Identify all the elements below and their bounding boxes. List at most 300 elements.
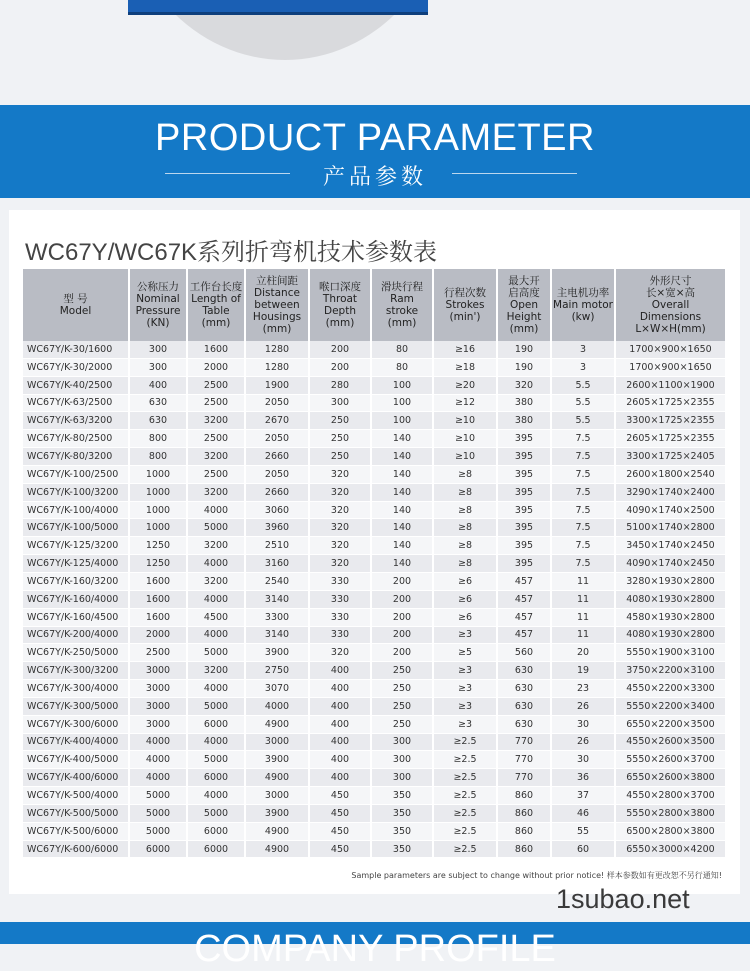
table-cell: 300	[371, 751, 433, 769]
table-cell: ≥8	[433, 501, 497, 519]
table-cell: 400	[309, 715, 371, 733]
table-cell: 5550×2600×3700	[615, 751, 725, 769]
column-header-line: Strokes	[445, 299, 485, 311]
table-cell: WC67Y/K-63/2500	[23, 394, 129, 412]
table-cell: ≥3	[433, 626, 497, 644]
table-cell: 2600×1800×2540	[615, 465, 725, 483]
table-cell: ≥6	[433, 608, 497, 626]
table-cell: 860	[497, 822, 551, 840]
table-cell: 140	[371, 430, 433, 448]
next-section-header	[0, 922, 750, 970]
table-row	[23, 465, 725, 483]
table-cell: 4000	[129, 751, 187, 769]
column-header-line: 喉口深度	[319, 281, 361, 293]
table-cell: WC67Y/K-125/4000	[23, 555, 129, 573]
table-row	[23, 358, 725, 376]
column-header-line: Dimensions	[639, 311, 702, 323]
table-cell: ≥18	[433, 358, 497, 376]
table-cell: WC67Y/K-160/4500	[23, 608, 129, 626]
table-cell: 3000	[129, 662, 187, 680]
table-cell: 250	[371, 662, 433, 680]
table-cell: 190	[497, 358, 551, 376]
table-cell: 11	[551, 572, 615, 590]
table-cell: 5.5	[551, 412, 615, 430]
table-cell: 3	[551, 358, 615, 376]
table-cell: 4000	[187, 733, 245, 751]
table-cell: 6000	[129, 840, 187, 858]
table-title: WC67Y/WC67K系列折弯机技术参数表	[25, 239, 438, 266]
table-cell: 2600×1100×1900	[615, 376, 725, 394]
table-cell: ≥6	[433, 572, 497, 590]
table-cell: 3300×1725×2355	[615, 412, 725, 430]
table-row	[23, 519, 725, 537]
column-header-line: 最大开	[508, 275, 540, 287]
table-row	[23, 572, 725, 590]
table-cell: ≥10	[433, 448, 497, 466]
table-cell: ≥2.5	[433, 751, 497, 769]
table-cell: 320	[497, 376, 551, 394]
table-cell: 800	[129, 430, 187, 448]
table-cell: 5000	[129, 787, 187, 805]
table-cell: 3200	[187, 412, 245, 430]
table-cell: 457	[497, 626, 551, 644]
table-header-row	[23, 269, 725, 341]
table-cell: 5000	[187, 697, 245, 715]
table-cell: WC67Y/K-100/2500	[23, 465, 129, 483]
table-cell: 4000	[187, 626, 245, 644]
column-header-line: (mm)	[387, 317, 417, 329]
table-cell: 3200	[187, 448, 245, 466]
table-cell: ≥5	[433, 644, 497, 662]
table-cell: 395	[497, 483, 551, 501]
table-cell: 140	[371, 537, 433, 555]
column-header-line: Overall	[651, 299, 690, 311]
table-cell: 200	[309, 341, 371, 358]
table-cell: WC67Y/K-300/3200	[23, 662, 129, 680]
table-cell: 5000	[187, 804, 245, 822]
column-header-line: Table	[202, 305, 230, 317]
column-header	[551, 269, 615, 341]
table-cell: 450	[309, 804, 371, 822]
table-cell: 330	[309, 572, 371, 590]
table-cell: 140	[371, 448, 433, 466]
table-cell: 2605×1725×2355	[615, 430, 725, 448]
table-cell: 395	[497, 430, 551, 448]
section-title: PRODUCT PARAMETER	[155, 117, 595, 159]
column-header-line: Distance	[254, 287, 300, 299]
table-cell: ≥2.5	[433, 769, 497, 787]
table-cell: 5550×2800×3800	[615, 804, 725, 822]
table-row	[23, 697, 725, 715]
table-cell: 4900	[245, 822, 309, 840]
column-header	[245, 269, 309, 341]
table-cell: 5000	[129, 804, 187, 822]
table-cell: 6000	[187, 822, 245, 840]
table-cell: 320	[309, 537, 371, 555]
divider-right	[452, 173, 577, 174]
column-header	[187, 269, 245, 341]
table-row	[23, 662, 725, 680]
table-cell: 4550×2600×3500	[615, 733, 725, 751]
table-cell: 3000	[129, 680, 187, 698]
table-cell: WC67Y/K-160/3200	[23, 572, 129, 590]
table-cell: 457	[497, 608, 551, 626]
table-cell: 280	[309, 376, 371, 394]
table-cell: 4090×1740×2450	[615, 555, 725, 573]
column-header-line: 公称压力	[137, 281, 179, 293]
table-cell: 250	[371, 715, 433, 733]
table-cell: 2500	[187, 394, 245, 412]
table-cell: 2500	[187, 376, 245, 394]
table-cell: 2050	[245, 430, 309, 448]
table-cell: 3200	[187, 572, 245, 590]
table-cell: 450	[309, 822, 371, 840]
table-row	[23, 537, 725, 555]
table-cell: 320	[309, 555, 371, 573]
table-row	[23, 448, 725, 466]
table-cell: 395	[497, 465, 551, 483]
table-cell: ≥2.5	[433, 804, 497, 822]
table-cell: 6550×3000×4200	[615, 840, 725, 858]
table-cell: WC67Y/K-500/6000	[23, 822, 129, 840]
column-header-line: Depth	[324, 305, 356, 317]
table-cell: 7.5	[551, 430, 615, 448]
table-cell: 140	[371, 519, 433, 537]
table-cell: 37	[551, 787, 615, 805]
table-cell: 400	[309, 680, 371, 698]
column-header-line: between	[254, 299, 300, 311]
table-cell: 7.5	[551, 483, 615, 501]
table-cell: 5000	[187, 644, 245, 662]
parameter-table	[23, 269, 725, 858]
table-cell: 5.5	[551, 394, 615, 412]
table-cell: ≥2.5	[433, 840, 497, 858]
table-cell: 2540	[245, 572, 309, 590]
table-cell: 3140	[245, 590, 309, 608]
table-cell: 55	[551, 822, 615, 840]
table-cell: 860	[497, 840, 551, 858]
table-cell: 3200	[187, 537, 245, 555]
table-cell: 4900	[245, 769, 309, 787]
table-cell: 5.5	[551, 376, 615, 394]
table-cell: 457	[497, 572, 551, 590]
table-row	[23, 769, 725, 787]
table-cell: 250	[371, 680, 433, 698]
disclaimer-note: Sample parameters are subject to change without prior notice! 样本参数如有更改恕不另行通知!	[351, 871, 722, 880]
table-cell: 3300×1725×2405	[615, 448, 725, 466]
table-cell: 4550×2200×3300	[615, 680, 725, 698]
table-cell: ≥12	[433, 394, 497, 412]
table-cell: 2660	[245, 483, 309, 501]
column-header-line: Open	[509, 299, 539, 311]
column-header-line: 长×宽×高	[645, 287, 696, 299]
table-cell: WC67Y/K-63/3200	[23, 412, 129, 430]
machine-photo-detail	[128, 0, 428, 15]
table-cell: 630	[129, 412, 187, 430]
table-cell: 2000	[129, 626, 187, 644]
table-cell: 560	[497, 644, 551, 662]
table-cell: 330	[309, 590, 371, 608]
table-cell: ≥8	[433, 483, 497, 501]
table-cell: WC67Y/K-500/5000	[23, 804, 129, 822]
table-cell: WC67Y/K-30/2000	[23, 358, 129, 376]
table-cell: 770	[497, 769, 551, 787]
table-cell: 300	[129, 358, 187, 376]
table-cell: 200	[371, 626, 433, 644]
table-cell: 6000	[187, 769, 245, 787]
table-cell: 330	[309, 626, 371, 644]
table-cell: ≥10	[433, 412, 497, 430]
table-cell: 2750	[245, 662, 309, 680]
table-cell: WC67Y/K-40/2500	[23, 376, 129, 394]
column-header-line: 滑块行程	[381, 281, 423, 293]
column-header-line: Housings	[252, 311, 302, 323]
table-cell: 3900	[245, 751, 309, 769]
table-cell: 6550×2200×3500	[615, 715, 725, 733]
column-header-line: Model	[59, 305, 92, 317]
table-cell: 2000	[187, 358, 245, 376]
table-cell: 200	[371, 608, 433, 626]
table-cell: WC67Y/K-400/6000	[23, 769, 129, 787]
table-cell: 4550×2800×3700	[615, 787, 725, 805]
table-cell: 3300	[245, 608, 309, 626]
table-row	[23, 680, 725, 698]
column-header	[129, 269, 187, 341]
column-header-line: (min')	[449, 311, 481, 323]
table-cell: 3960	[245, 519, 309, 537]
table-cell: 80	[371, 358, 433, 376]
table-cell: 2660	[245, 448, 309, 466]
table-cell: 4500	[187, 608, 245, 626]
table-cell: 2050	[245, 394, 309, 412]
table-cell: 6000	[187, 840, 245, 858]
column-header	[497, 269, 551, 341]
table-cell: 2500	[187, 430, 245, 448]
table-cell: 3000	[129, 697, 187, 715]
table-cell: 3070	[245, 680, 309, 698]
table-cell: WC67Y/K-400/4000	[23, 733, 129, 751]
table-cell: 395	[497, 537, 551, 555]
table-row	[23, 412, 725, 430]
table-row	[23, 501, 725, 519]
table-cell: 60	[551, 840, 615, 858]
table-cell: WC67Y/K-300/4000	[23, 680, 129, 698]
table-cell: 1000	[129, 519, 187, 537]
table-cell: 395	[497, 555, 551, 573]
table-cell: 450	[309, 787, 371, 805]
table-cell: 630	[129, 394, 187, 412]
table-cell: 3450×1740×2450	[615, 537, 725, 555]
table-cell: 3	[551, 341, 615, 358]
table-cell: 1000	[129, 483, 187, 501]
table-row	[23, 608, 725, 626]
table-cell: 200	[371, 572, 433, 590]
table-cell: 3160	[245, 555, 309, 573]
column-header-line: Pressure	[135, 305, 181, 317]
table-cell: ≥8	[433, 555, 497, 573]
table-cell: ≥8	[433, 537, 497, 555]
table-cell: 190	[497, 341, 551, 358]
table-cell: 350	[371, 840, 433, 858]
table-cell: 200	[371, 644, 433, 662]
table-cell: 630	[497, 715, 551, 733]
table-cell: 3900	[245, 804, 309, 822]
table-row	[23, 590, 725, 608]
table-cell: 320	[309, 501, 371, 519]
table-row	[23, 341, 725, 358]
table-cell: WC67Y/K-80/2500	[23, 430, 129, 448]
table-cell: 770	[497, 733, 551, 751]
table-cell: 3200	[187, 483, 245, 501]
table-cell: 250	[309, 412, 371, 430]
table-cell: 3140	[245, 626, 309, 644]
column-header-line: Length of	[191, 293, 241, 305]
table-cell: 770	[497, 751, 551, 769]
table-row	[23, 644, 725, 662]
table-cell: 300	[371, 769, 433, 787]
table-cell: 100	[371, 376, 433, 394]
table-cell: 4080×1930×2800	[615, 626, 725, 644]
table-cell: 1700×900×1650	[615, 341, 725, 358]
table-cell: 5550×1900×3100	[615, 644, 725, 662]
column-header-line: Main motor	[553, 299, 613, 311]
table-cell: 5000	[187, 751, 245, 769]
table-row	[23, 715, 725, 733]
table-cell: ≥3	[433, 697, 497, 715]
table-cell: WC67Y/K-250/5000	[23, 644, 129, 662]
table-cell: 1250	[129, 555, 187, 573]
table-cell: 1600	[187, 341, 245, 358]
table-row	[23, 626, 725, 644]
table-cell: 3000	[129, 715, 187, 733]
column-header-line: (kw)	[571, 311, 595, 323]
product-photo-area	[0, 0, 750, 105]
table-cell: 1280	[245, 358, 309, 376]
table-cell: WC67Y/K-100/4000	[23, 501, 129, 519]
column-header-line: (mm)	[509, 323, 539, 335]
table-cell: 1900	[245, 376, 309, 394]
table-cell: ≥6	[433, 590, 497, 608]
table-cell: 350	[371, 787, 433, 805]
table-cell: 4000	[187, 590, 245, 608]
table-cell: 4000	[187, 501, 245, 519]
column-header-line: L×W×H(mm)	[635, 323, 706, 335]
table-cell: 26	[551, 733, 615, 751]
table-cell: 7.5	[551, 537, 615, 555]
table-row	[23, 430, 725, 448]
column-header	[433, 269, 497, 341]
table-cell: WC67Y/K-100/3200	[23, 483, 129, 501]
table-cell: 19	[551, 662, 615, 680]
column-header-line: 外形尺寸	[649, 275, 692, 287]
table-cell: ≥20	[433, 376, 497, 394]
table-cell: WC67Y/K-125/3200	[23, 537, 129, 555]
table-cell: 350	[371, 822, 433, 840]
table-cell: 1000	[129, 465, 187, 483]
table-cell: 140	[371, 555, 433, 573]
table-cell: 320	[309, 519, 371, 537]
column-header	[23, 269, 129, 341]
table-cell: 100	[371, 394, 433, 412]
column-header-line: 行程次数	[444, 287, 486, 299]
table-cell: 30	[551, 715, 615, 733]
parameter-card	[9, 210, 740, 894]
table-row	[23, 555, 725, 573]
table-cell: 2510	[245, 537, 309, 555]
table-cell: 7.5	[551, 501, 615, 519]
table-cell: 4000	[245, 697, 309, 715]
table-cell: 630	[497, 680, 551, 698]
table-cell: 400	[129, 376, 187, 394]
table-cell: 400	[309, 733, 371, 751]
table-row	[23, 376, 725, 394]
table-cell: 26	[551, 697, 615, 715]
table-cell: ≥8	[433, 519, 497, 537]
column-header-line: (KN)	[146, 317, 170, 329]
table-cell: 6500×2800×3800	[615, 822, 725, 840]
table-cell: 300	[129, 341, 187, 358]
column-header-line: (mm)	[201, 317, 231, 329]
table-row	[23, 840, 725, 858]
table-cell: 1250	[129, 537, 187, 555]
table-cell: 5000	[187, 519, 245, 537]
table-cell: 1280	[245, 341, 309, 358]
table-row	[23, 751, 725, 769]
table-cell: ≥3	[433, 715, 497, 733]
table-cell: ≥2.5	[433, 733, 497, 751]
table-row	[23, 733, 725, 751]
table-cell: ≥3	[433, 662, 497, 680]
column-header-line: 工作台长度	[189, 281, 243, 293]
table-cell: 5100×1740×2800	[615, 519, 725, 537]
table-cell: WC67Y/K-100/5000	[23, 519, 129, 537]
table-cell: 36	[551, 769, 615, 787]
table-cell: 400	[309, 769, 371, 787]
table-cell: 3000	[245, 787, 309, 805]
table-cell: 30	[551, 751, 615, 769]
table-cell: 400	[309, 751, 371, 769]
section-header	[0, 105, 750, 198]
table-cell: 350	[371, 804, 433, 822]
table-cell: 5000	[129, 822, 187, 840]
table-cell: 300	[309, 394, 371, 412]
table-cell: 11	[551, 626, 615, 644]
table-cell: 3750×2200×3100	[615, 662, 725, 680]
table-cell: ≥2.5	[433, 787, 497, 805]
table-cell: 2500	[129, 644, 187, 662]
table-cell: 4900	[245, 840, 309, 858]
table-cell: WC67Y/K-300/6000	[23, 715, 129, 733]
column-header-line: 启高度	[508, 287, 540, 299]
table-cell: 3200	[187, 662, 245, 680]
column-header-line: (mm)	[325, 317, 355, 329]
table-cell: 250	[309, 430, 371, 448]
table-cell: 4000	[187, 680, 245, 698]
table-row	[23, 483, 725, 501]
table-cell: 380	[497, 394, 551, 412]
column-header-line: 立柱间距	[256, 275, 298, 287]
table-cell: 860	[497, 787, 551, 805]
table-cell: 1700×900×1650	[615, 358, 725, 376]
table-cell: 2670	[245, 412, 309, 430]
table-cell: 380	[497, 412, 551, 430]
table-cell: 630	[497, 662, 551, 680]
table-row	[23, 804, 725, 822]
table-cell: 395	[497, 519, 551, 537]
table-cell: ≥10	[433, 430, 497, 448]
table-cell: 2500	[187, 465, 245, 483]
table-cell: 457	[497, 590, 551, 608]
